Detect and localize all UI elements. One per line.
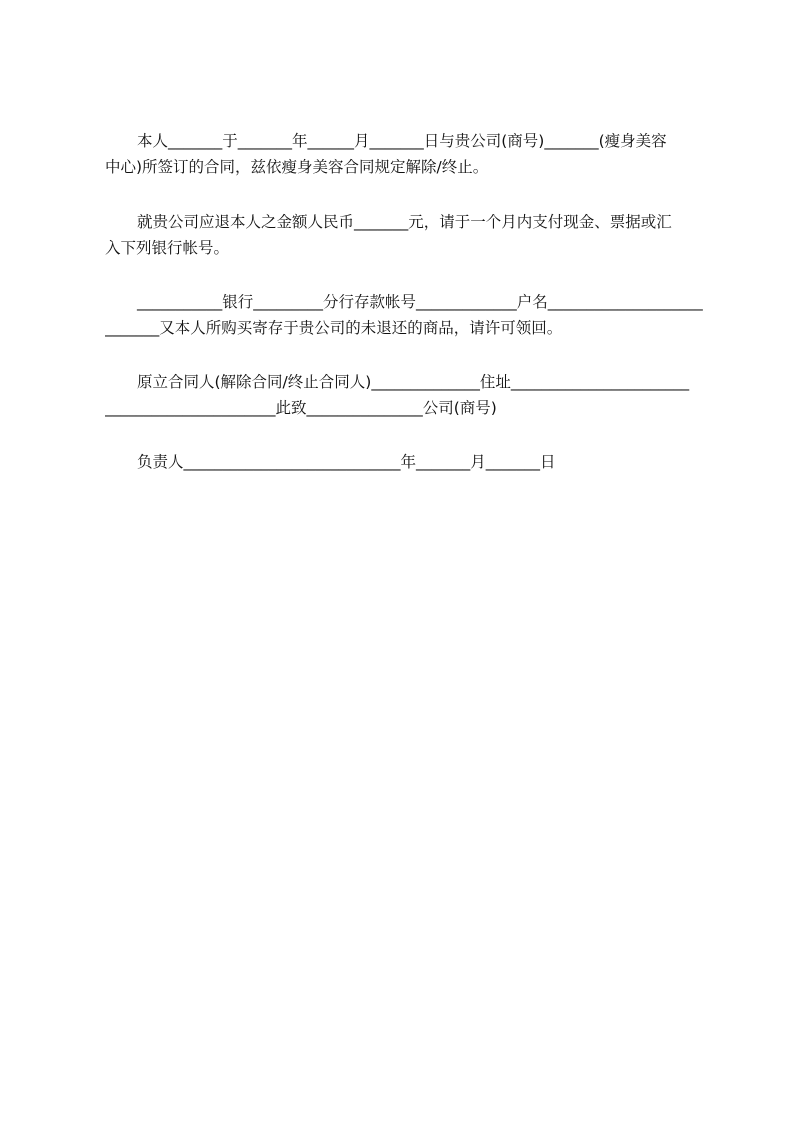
paragraph-refund-request: [105, 209, 703, 261]
paragraph-line: 入下列银行帐号。: [105, 239, 230, 257]
paragraph-contract-party: [105, 369, 703, 421]
paragraph-line: 负责人____________________________年_______月_______日: [137, 453, 556, 471]
paragraph-line: 原立合同人(解除合同/终止合同人)______________住址_______________________: [137, 373, 690, 391]
paragraph-line: ______________________此致_______________公司(商号): [105, 399, 497, 417]
paragraph-line: _______又本人所购买寄存于贵公司的未退还的商品，请许可领回。: [105, 319, 563, 337]
paragraph-line: ___________银行_________分行存款帐号_____________户名____________________: [137, 293, 703, 311]
paragraph-termination-statement: [105, 128, 703, 180]
paragraph-line: 中心)所签订的合同，兹依瘦身美容合同规定解除/终止。: [105, 158, 489, 176]
paragraph-bank-account: [105, 289, 703, 341]
paragraph-line: 就贵公司应退本人之金额人民币_______元，请于一个月内支付现金、票据或汇: [137, 213, 672, 231]
paragraph-line: 本人_______于_______年______月_______日与贵公司(商号)_______(瘦身美容: [137, 132, 667, 150]
paragraph-signature: [105, 449, 703, 475]
